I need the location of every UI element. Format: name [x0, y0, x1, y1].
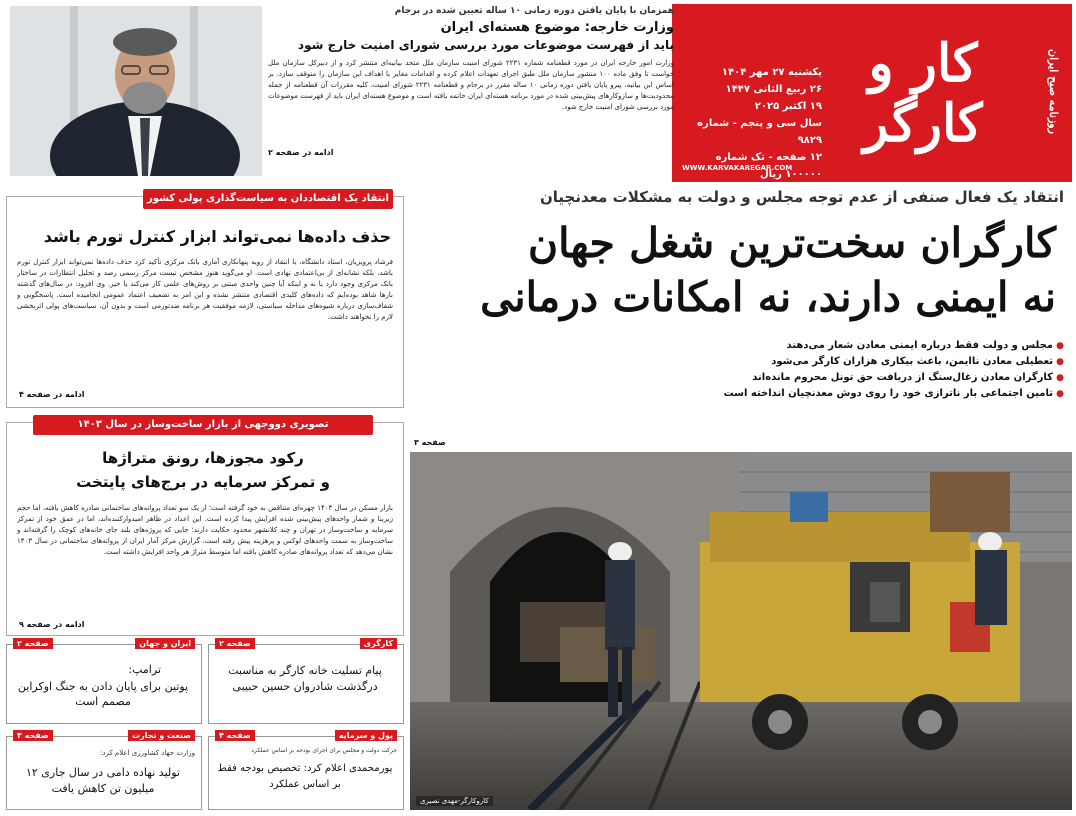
- housing-headline-1: رکود مجوزها، رونق متراژها: [102, 449, 304, 467]
- main-story-page-ref[interactable]: صفحه ۳: [414, 438, 446, 447]
- brief-world-page[interactable]: صفحه ۲: [13, 638, 53, 649]
- top-story: [268, 6, 674, 180]
- main-story: [410, 188, 1072, 450]
- top-story-title-1: وزارت خارجه: موضوع هسته‌ای ایران: [440, 20, 674, 35]
- brief-world-kicker: ترامپ:: [128, 663, 161, 676]
- official-photo: [10, 6, 262, 176]
- date-gregorian: ۱۹ اکتبر ۲۰۲۵: [754, 101, 822, 112]
- brief-industry-section: صنعت و تجارت: [128, 730, 195, 741]
- economy-story: [6, 193, 404, 408]
- issue-number: سال سی و پنجم - شماره ۹۸۲۹: [697, 118, 822, 146]
- main-bullet-3: ● کارگران معادن زغال‌سنگ از دریافت حق تونل محروم مانده‌اند: [410, 370, 1064, 386]
- housing-headline-2: و تمرکز سرمایه در برج‌های پایتخت: [76, 473, 330, 491]
- top-story-continued[interactable]: ادامه در صفحه ۲: [268, 148, 334, 157]
- date-weekday: یکشنبه ۲۷ مهر ۱۴۰۴: [721, 67, 822, 78]
- main-headline-1: کارگران سخت‌ترین شغل جهان: [527, 219, 1056, 267]
- masthead-tagline: روزنامه صبح ایران: [1047, 49, 1060, 134]
- brief-industry-title: تولید نهاده دامی در سال جاری ۱۲ میلیون تن کاهش یافت: [25, 766, 180, 795]
- economy-continued[interactable]: ادامه در صفحه ۴: [19, 390, 85, 399]
- brief-industry: [6, 731, 202, 810]
- top-story-kicker: همزمان با پایان یافتن دوره زمانی ۱۰ ساله تعیین شده در برجام: [394, 6, 674, 16]
- housing-body: بازار مسکن در سال ۱۴۰۳ چهره‌ای متناقض به خود گرفته است؛ از یک سو تعداد پروانه‌های ساختمانی صادره کاهش یافته، اما حجم زیربنا و شمار واحدهای پیش‌بینی شده افزایش پیدا کرده است. این اعداد در ظاهر امیدوارکننده‌اند، اما در عمق خود از تمرکز سرمایه و ساخت‌وساز در تهران و چند کلانشهر محدود حکایت دارند؛ جایی که پروژه‌های بلند جای خانه‌های کوچک را گرفته‌اند و ساخت‌وساز به سمت واحدهای لوکس و پرهزینه پیش رفته است. گزارش مرکز آمار ایران از پروانه‌های ساختمانی در سال ۱۴۰۳ نشان می‌دهد که تعداد پروانه‌های صادره کاهش یافته اما متوسط متراژ هر واحد افزایش داشته است.: [17, 504, 393, 556]
- official-portrait-image: [10, 6, 262, 176]
- housing-banner: تصویری دووجهی از بازار ساخت‌وساز در سال ۱۴۰۳: [33, 415, 373, 435]
- brief-labor-section: کارگری: [360, 638, 397, 649]
- mine-photo: [410, 452, 1072, 810]
- brief-world-section: ایران و جهان: [135, 638, 195, 649]
- brief-labor-page[interactable]: صفحه ۲: [215, 638, 255, 649]
- issue-price: ۱۲ صفحه - تک شماره ۱۰۰۰۰۰ ریال: [715, 152, 822, 180]
- photo-credit: کاروکارگر-مهدی نصیری: [416, 796, 493, 806]
- brief-world: [6, 639, 202, 724]
- date-hijri-lunar: ۲۶ ربیع الثانی ۱۴۴۷: [725, 84, 822, 95]
- economy-body: فرشاد پرویزیان، استاد دانشگاه، با انتقاد از رویه پنهانکاری آماری بانک مرکزی تأکید کرد حذف داده‌ها نمی‌تواند ابزار کنترل تورم باشد، بلکه نشانه‌ای از بی‌اعتمادی نهادی است. او می‌گوید هنوز مشخص نیست مرکز رسمی رصد و تحلیل انتظارات در ساختار بانک مرکزی وجود دارد یا نه و اینکه آیا چنین واحدی مبتنی بر روش‌های علمی کار می‌کند یا خیر. وی افزود: در سال‌های گذشته بارها شاهد بوده‌ایم که داده‌های کلیدی اقتصادی منتشر نشده و این امر به تضعیف اعتماد عمومی انجامیده است. پاسخگویی و شفاف‌سازی درباره شیوه‌های مداخله سیاستی، لازمه موفقیت هر برنامه ضدتورمی است و بدون آن، سیاست‌های پولی اثربخشی لازم را نخواهند داشت.: [17, 258, 393, 321]
- brief-industry-kicker: وزارت جهاد کشاورزی اعلام کرد:: [99, 749, 195, 757]
- main-bullet-1: ● مجلس و دولت فقط درباره ایمنی معادن شعار می‌دهند: [410, 338, 1064, 354]
- brief-labor: [208, 639, 404, 724]
- brief-money: [208, 731, 404, 810]
- brief-money-page[interactable]: صفحه ۴: [215, 730, 255, 741]
- brief-labor-title: پیام تسلیت خانه کارگر به مناسبت درگذشت شادروان حسین حبیبی: [228, 664, 382, 693]
- economy-headline: حذف داده‌ها نمی‌تواند ابزار کنترل تورم باشد: [43, 227, 391, 246]
- main-story-bullets: [410, 338, 1072, 402]
- main-story-kicker: انتقاد یک فعال صنفی از عدم توجه مجلس و دولت به مشکلات معدنچیان: [540, 188, 1064, 206]
- housing-story: [6, 419, 404, 636]
- brief-world-title: پوتین برای پایان دادن به جنگ اوکراین مصمم است: [17, 680, 189, 708]
- mine-tunnel-image: [410, 452, 1072, 810]
- main-bullet-4: ● تامین اجتماعی بار ناترازی خود را روی دوش معدنچیان انداخته است: [410, 386, 1064, 402]
- brief-money-section: پول و سرمایه: [335, 730, 397, 741]
- economy-banner: انتقاد یک اقتصاددان به سیاست‌گذاری پولی کشور: [143, 189, 393, 209]
- brief-money-kicker: حرکت دولت و مجلس برای اجرای بودجه بر اساس عملکرد: [251, 747, 397, 754]
- main-headline-2: نه ایمنی دارند، نه امکانات درمانی: [480, 273, 1056, 321]
- top-story-body: وزارت امور خارجه ایران در مورد قطعنامه شماره ۲۲۳۱ شورای امنیت سازمان ملل متحد بیانیه‌ای منتشر کرد و از دبیرکل سازمان ملل خواست تا وفق ماده ۱۰۰ منشور سازمان ملل طبق اجرای تعهدات اعلام کرده و اقدامات مغایر با اهداف این سازمان را متوقف سازد. بر اساس این بیانیه، پیرو پایان یافتن دوره زمانی ۱۰ ساله مقرر در برجام و قطعنامه ۲۲۳۱ شورای امنیت، کلیه مقررات آن قطعنامه از جمله محدودیت‌ها و سازوکارهای پیش‌بینی شده در مورد برنامه هسته‌ای ایران خاتمه یافته است و موضوع هسته‌ای ایران باید از فهرست موضوعات مورد بررسی شورای امنیت خارج شود.: [268, 59, 674, 111]
- brief-industry-page[interactable]: صفحه ۴: [13, 730, 53, 741]
- housing-continued[interactable]: ادامه در صفحه ۹: [19, 620, 85, 629]
- masthead: [672, 4, 1072, 182]
- brief-money-title: پورمحمدی اعلام کرد: تخصیص بودجه فقط بر اساس عملکرد: [217, 763, 393, 790]
- website-link[interactable]: WWW.KARVAKAREGAR.COM: [682, 164, 793, 172]
- top-story-title-2: باید از فهرست موضوعات مورد بررسی شورای امنیت خارج شود: [297, 38, 674, 52]
- main-bullet-2: ● تعطیلی معادن ناایمن، باعث بیکاری هزاران کارگر می‌شود: [410, 354, 1064, 370]
- masthead-logo: کار و کارگر: [863, 33, 983, 154]
